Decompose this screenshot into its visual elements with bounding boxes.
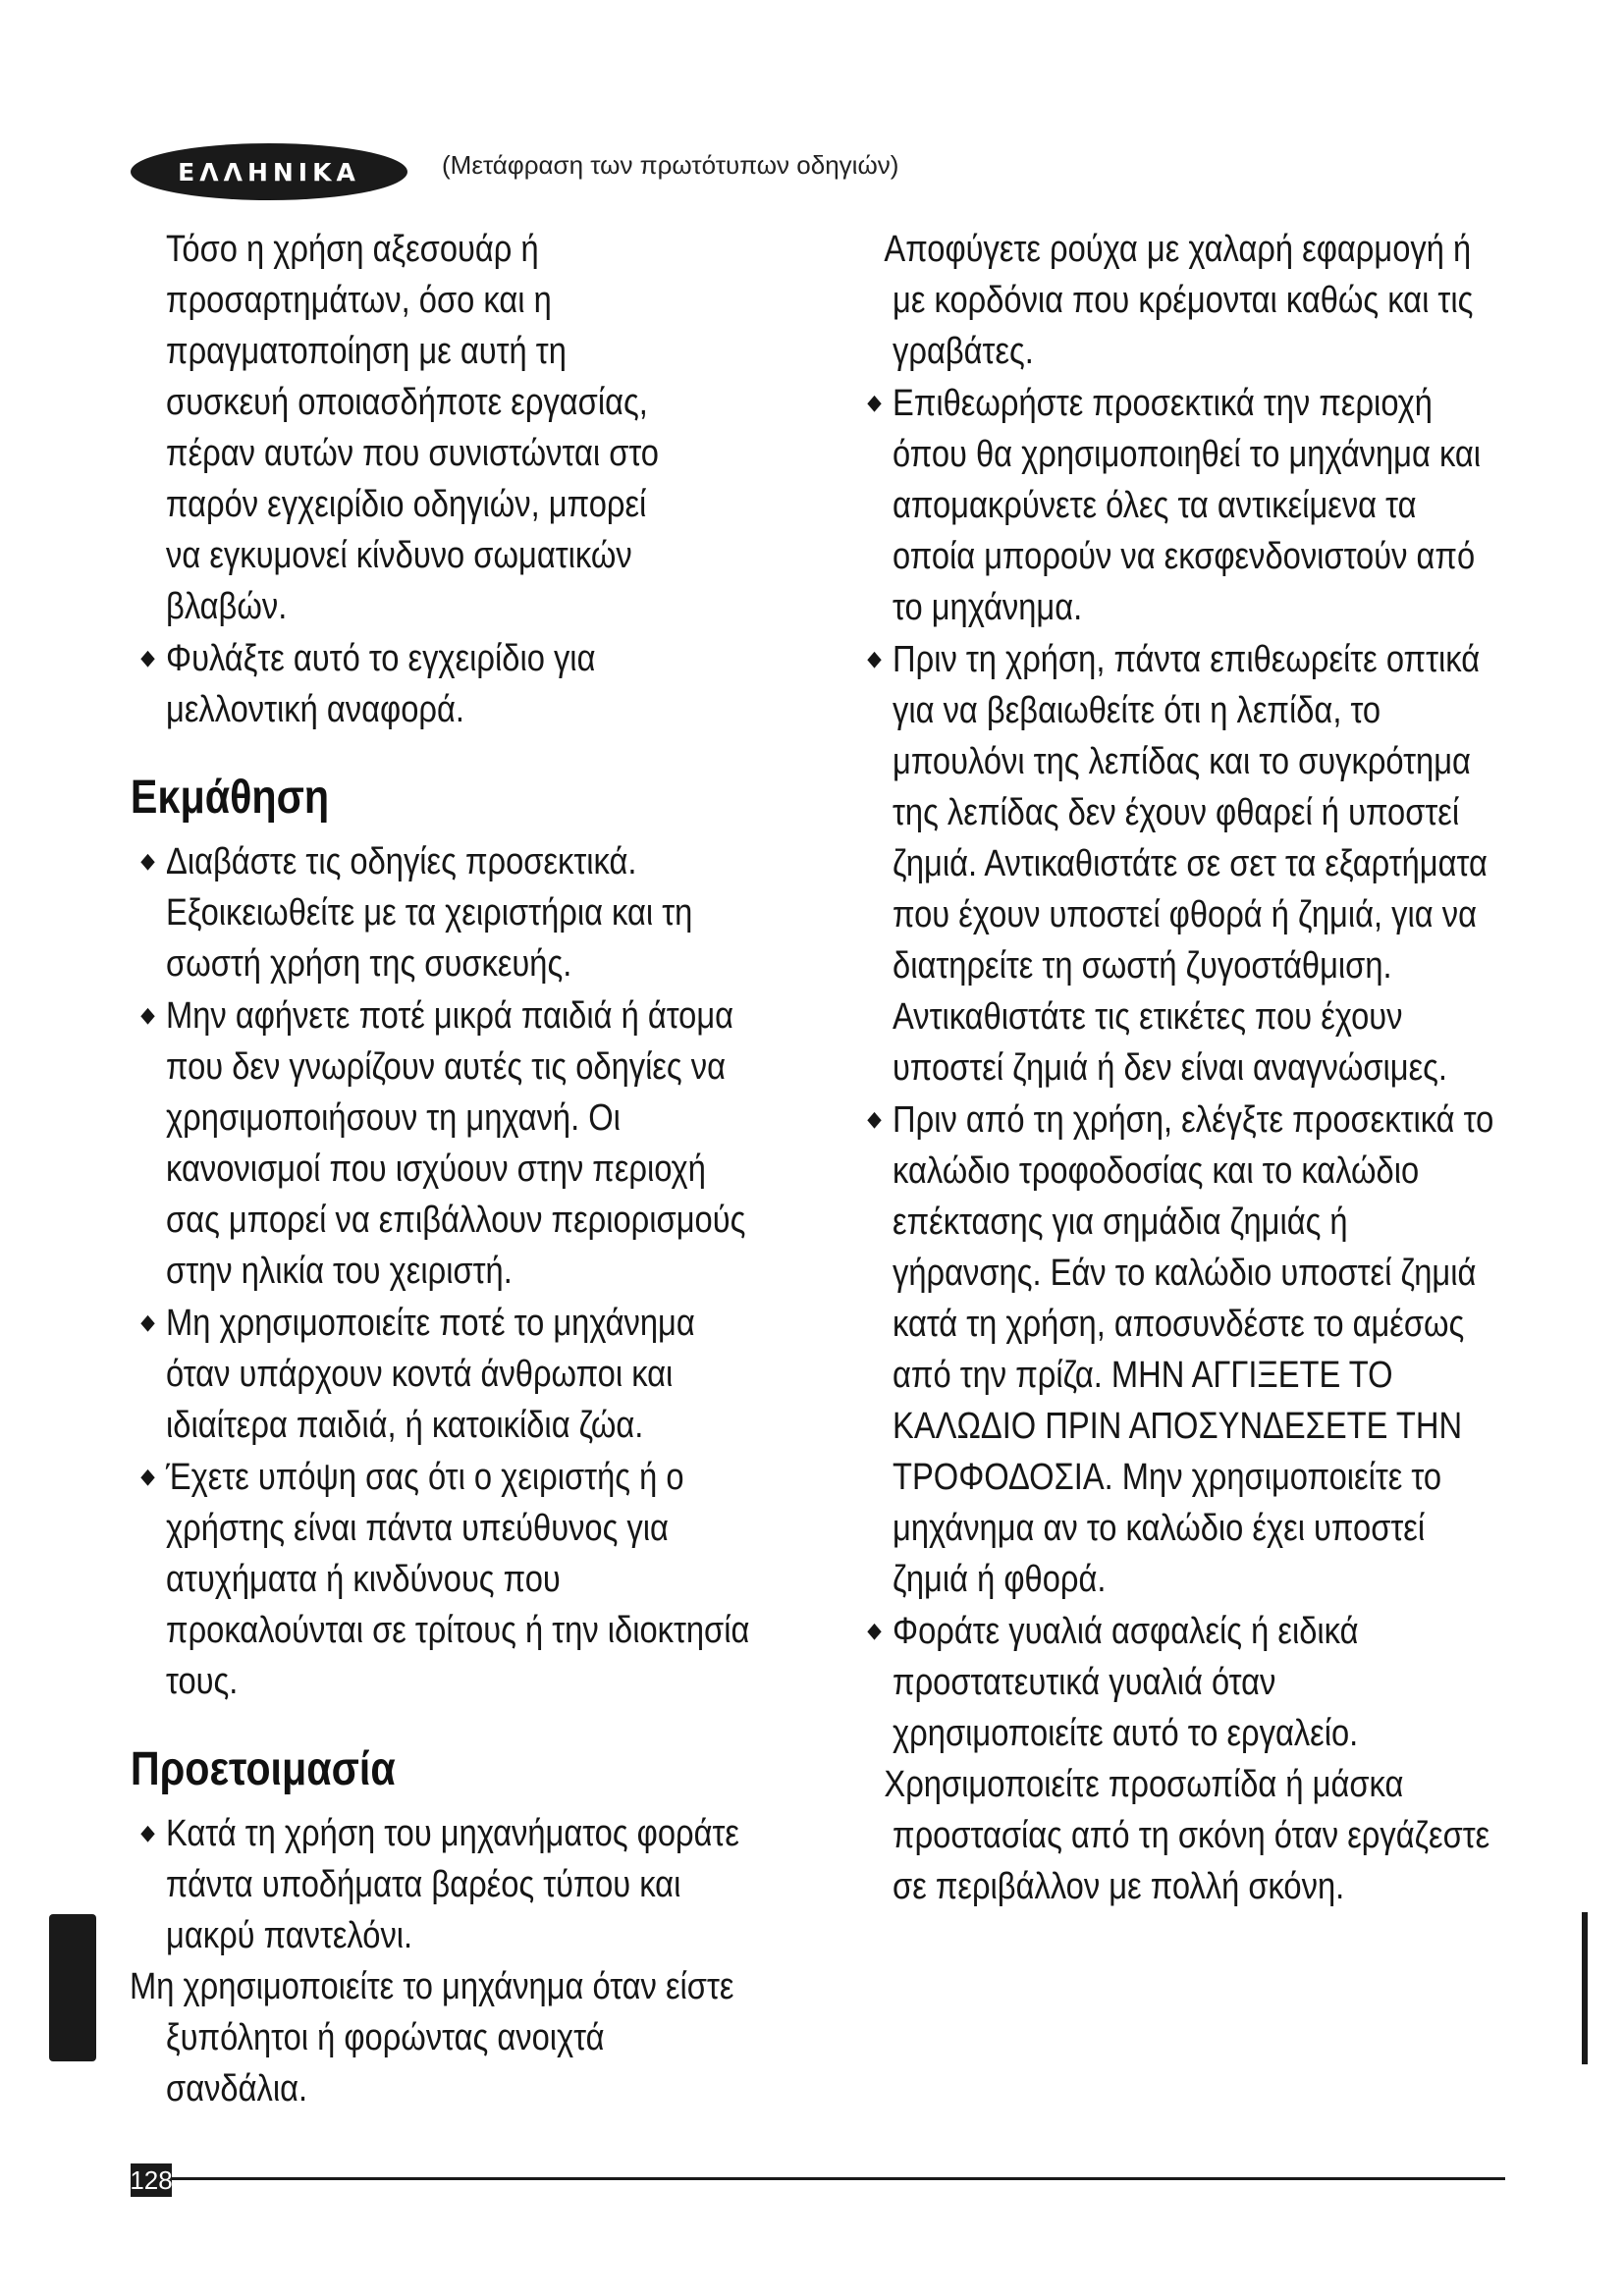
list-item: ◆ Μη χρησιμοποιείτε ποτέ το μηχάνημα όταν υπάρχουν κοντά άνθρωποι και ιδιαίτερα παιδιά, ή κατοικίδια ζώα. <box>118 1297 751 1451</box>
list-item: ◆ Επιθεωρήστε προσεκτικά την περιοχή όπου θα χρησιμοποιηθεί το μηχάνημα και απομακρύνετε όλες τα αντικείμενα τα οποία μπορούν να εκσφενδονιστούν από το μηχάνημα. <box>844 377 1494 633</box>
page-number: 128 <box>131 2163 172 2197</box>
intro-line: συσκευή οποιασδήποτε εργασίας, <box>166 382 648 423</box>
bullet-icon: ◆ <box>867 1106 882 1131</box>
right-column <box>844 224 1494 1912</box>
bullet-icon: ◆ <box>140 1464 155 1488</box>
language-label: ΕΛΛΗΝΙΚΑ <box>178 157 360 187</box>
list-item: ◆ Φυλάξτε αυτό το εγχειρίδιο για μελλοντική αναφορά. <box>118 632 751 735</box>
intro-line: να εγκυμονεί κίνδυνο σωματικών <box>166 535 632 576</box>
section-heading-training: Εκμάθηση <box>130 772 330 824</box>
list-item: ◆ Κατά τη χρήση του μηχανήματος φοράτε πάντα υποδήματα βαρέος τύπου και μακρύ παντελόνι. <box>118 1807 751 1961</box>
footer-rule <box>131 2177 1505 2180</box>
list-item: ◆ Έχετε υπόψη σας ότι ο χειριστής ή ο χρήστης είναι πάντα υπεύθυνος για ατυχήματα ή κινδύνους που προκαλούνται σε τρίτους ή την ιδιοκτησία τους. <box>118 1451 751 1707</box>
intro-line: παρόν εγχειρίδιο οδηγιών, μπορεί <box>166 484 647 525</box>
plain-note: Αποφύγετε ρούχα με χαλαρή εφαρμογή ή με κορδόνια που κρέμονται καθώς και τις γραβάτες. <box>884 229 1474 372</box>
translation-note: (Μετάφραση των πρωτότυπων οδηγιών) <box>442 150 899 180</box>
list-item: ◆ Φοράτε γυαλιά ασφαλείς ή ειδικά προστατευτικά γυαλιά όταν χρησιμοποιείτε αυτό το εργαλείο. <box>844 1605 1494 1759</box>
list-item: ◆ Πριν από τη χρήση, ελέγξτε προσεκτικά το καλώδιο τροφοδοσίας και το καλώδιο επέκτασης για σημάδια ζημιάς ή γήρανσης. Εάν το καλώδιο υποστεί ζημιά κατά τη χρήση, αποσυνδέστε το αμέσως από την πρίζα. ΜΗΝ ΑΓΓΙΞΕΤΕ ΤΟ ΚΑΛΩΔΙΟ ΠΡΙΝ ΑΠΟΣΥΝΔΕΣΕΤΕ ΤΗΝ ΤΡΟΦΟΔΟΣΙΑ. Μην χρησιμοποιείτε το μηχάνημα αν το καλώδιο έχει υποστεί ζημιά ή φθορά. <box>844 1094 1494 1605</box>
language-badge <box>131 143 407 200</box>
plain-note: Χρησιμοποιείτε προσωπίδα ή μάσκα προστασίας από τη σκόνη όταν εργάζεστε σε περιβάλλον με πολλή σκόνη. <box>884 1764 1490 1907</box>
bullet-icon: ◆ <box>140 1309 155 1334</box>
bullet-icon: ◆ <box>140 848 155 873</box>
left-column <box>118 224 751 2114</box>
bullet-icon: ◆ <box>140 1820 155 1844</box>
intro-line: Τόσο η χρήση αξεσουάρ ή <box>166 229 539 270</box>
list-item: ◆ Μην αφήνετε ποτέ μικρά παιδιά ή άτομα που δεν γνωρίζουν αυτές τις οδηγίες να χρησιμοποιήσουν τη μηχανή. Οι κανονισμοί που ισχύουν στην περιοχή σας μπορεί να επιβάλλουν περιορισμούς στην ηλικία του χειριστή. <box>118 989 751 1297</box>
bullet-icon: ◆ <box>140 645 155 669</box>
bullet-icon: ◆ <box>867 1618 882 1642</box>
list-item: ◆ Πριν τη χρήση, πάντα επιθεωρείτε οπτικά για να βεβαιωθείτε ότι η λεπίδα, το μπουλόνι της λεπίδας και το συγκρότημα της λεπίδας δεν έχουν φθαρεί ή υποστεί ζημιά. Αντικαθιστάτε σε σετ τα εξαρτήματα που έχουν υποστεί φθορά ή ζημιά, για να διατηρείτε τη σωστή ζυγοστάθμιση. Αντικαθιστάτε τις ετικέτες που έχουν υποστεί ζημιά ή δεν είναι αναγνώσιμες. <box>844 633 1494 1094</box>
intro-line: πέραν αυτών που συνιστώνται στο <box>166 433 659 474</box>
bullet-icon: ◆ <box>867 646 882 670</box>
intro-line: πραγματοποίηση με αυτή τη <box>166 331 567 372</box>
list-item: ◆ Διαβάστε τις οδηγίες προσεκτικά. Εξοικειωθείτε με τα χειριστήρια και τη σωστή χρήση της συσκευής. <box>118 835 751 989</box>
plain-note: Μη χρησιμοποιείτε το μηχάνημα όταν είστε ξυπόλητοι ή φορώντας ανοιχτά σανδάλια. <box>130 1966 734 2109</box>
chapter-side-tab <box>49 1914 96 2061</box>
bullet-icon: ◆ <box>140 1002 155 1027</box>
intro-line: προσαρτημάτων, όσο και η <box>166 280 552 321</box>
margin-bar <box>1582 1912 1588 2064</box>
section-heading-preparation: Προετοιμασία <box>130 1743 396 1795</box>
intro-line: βλαβών. <box>166 586 288 627</box>
bullet-icon: ◆ <box>867 390 882 414</box>
